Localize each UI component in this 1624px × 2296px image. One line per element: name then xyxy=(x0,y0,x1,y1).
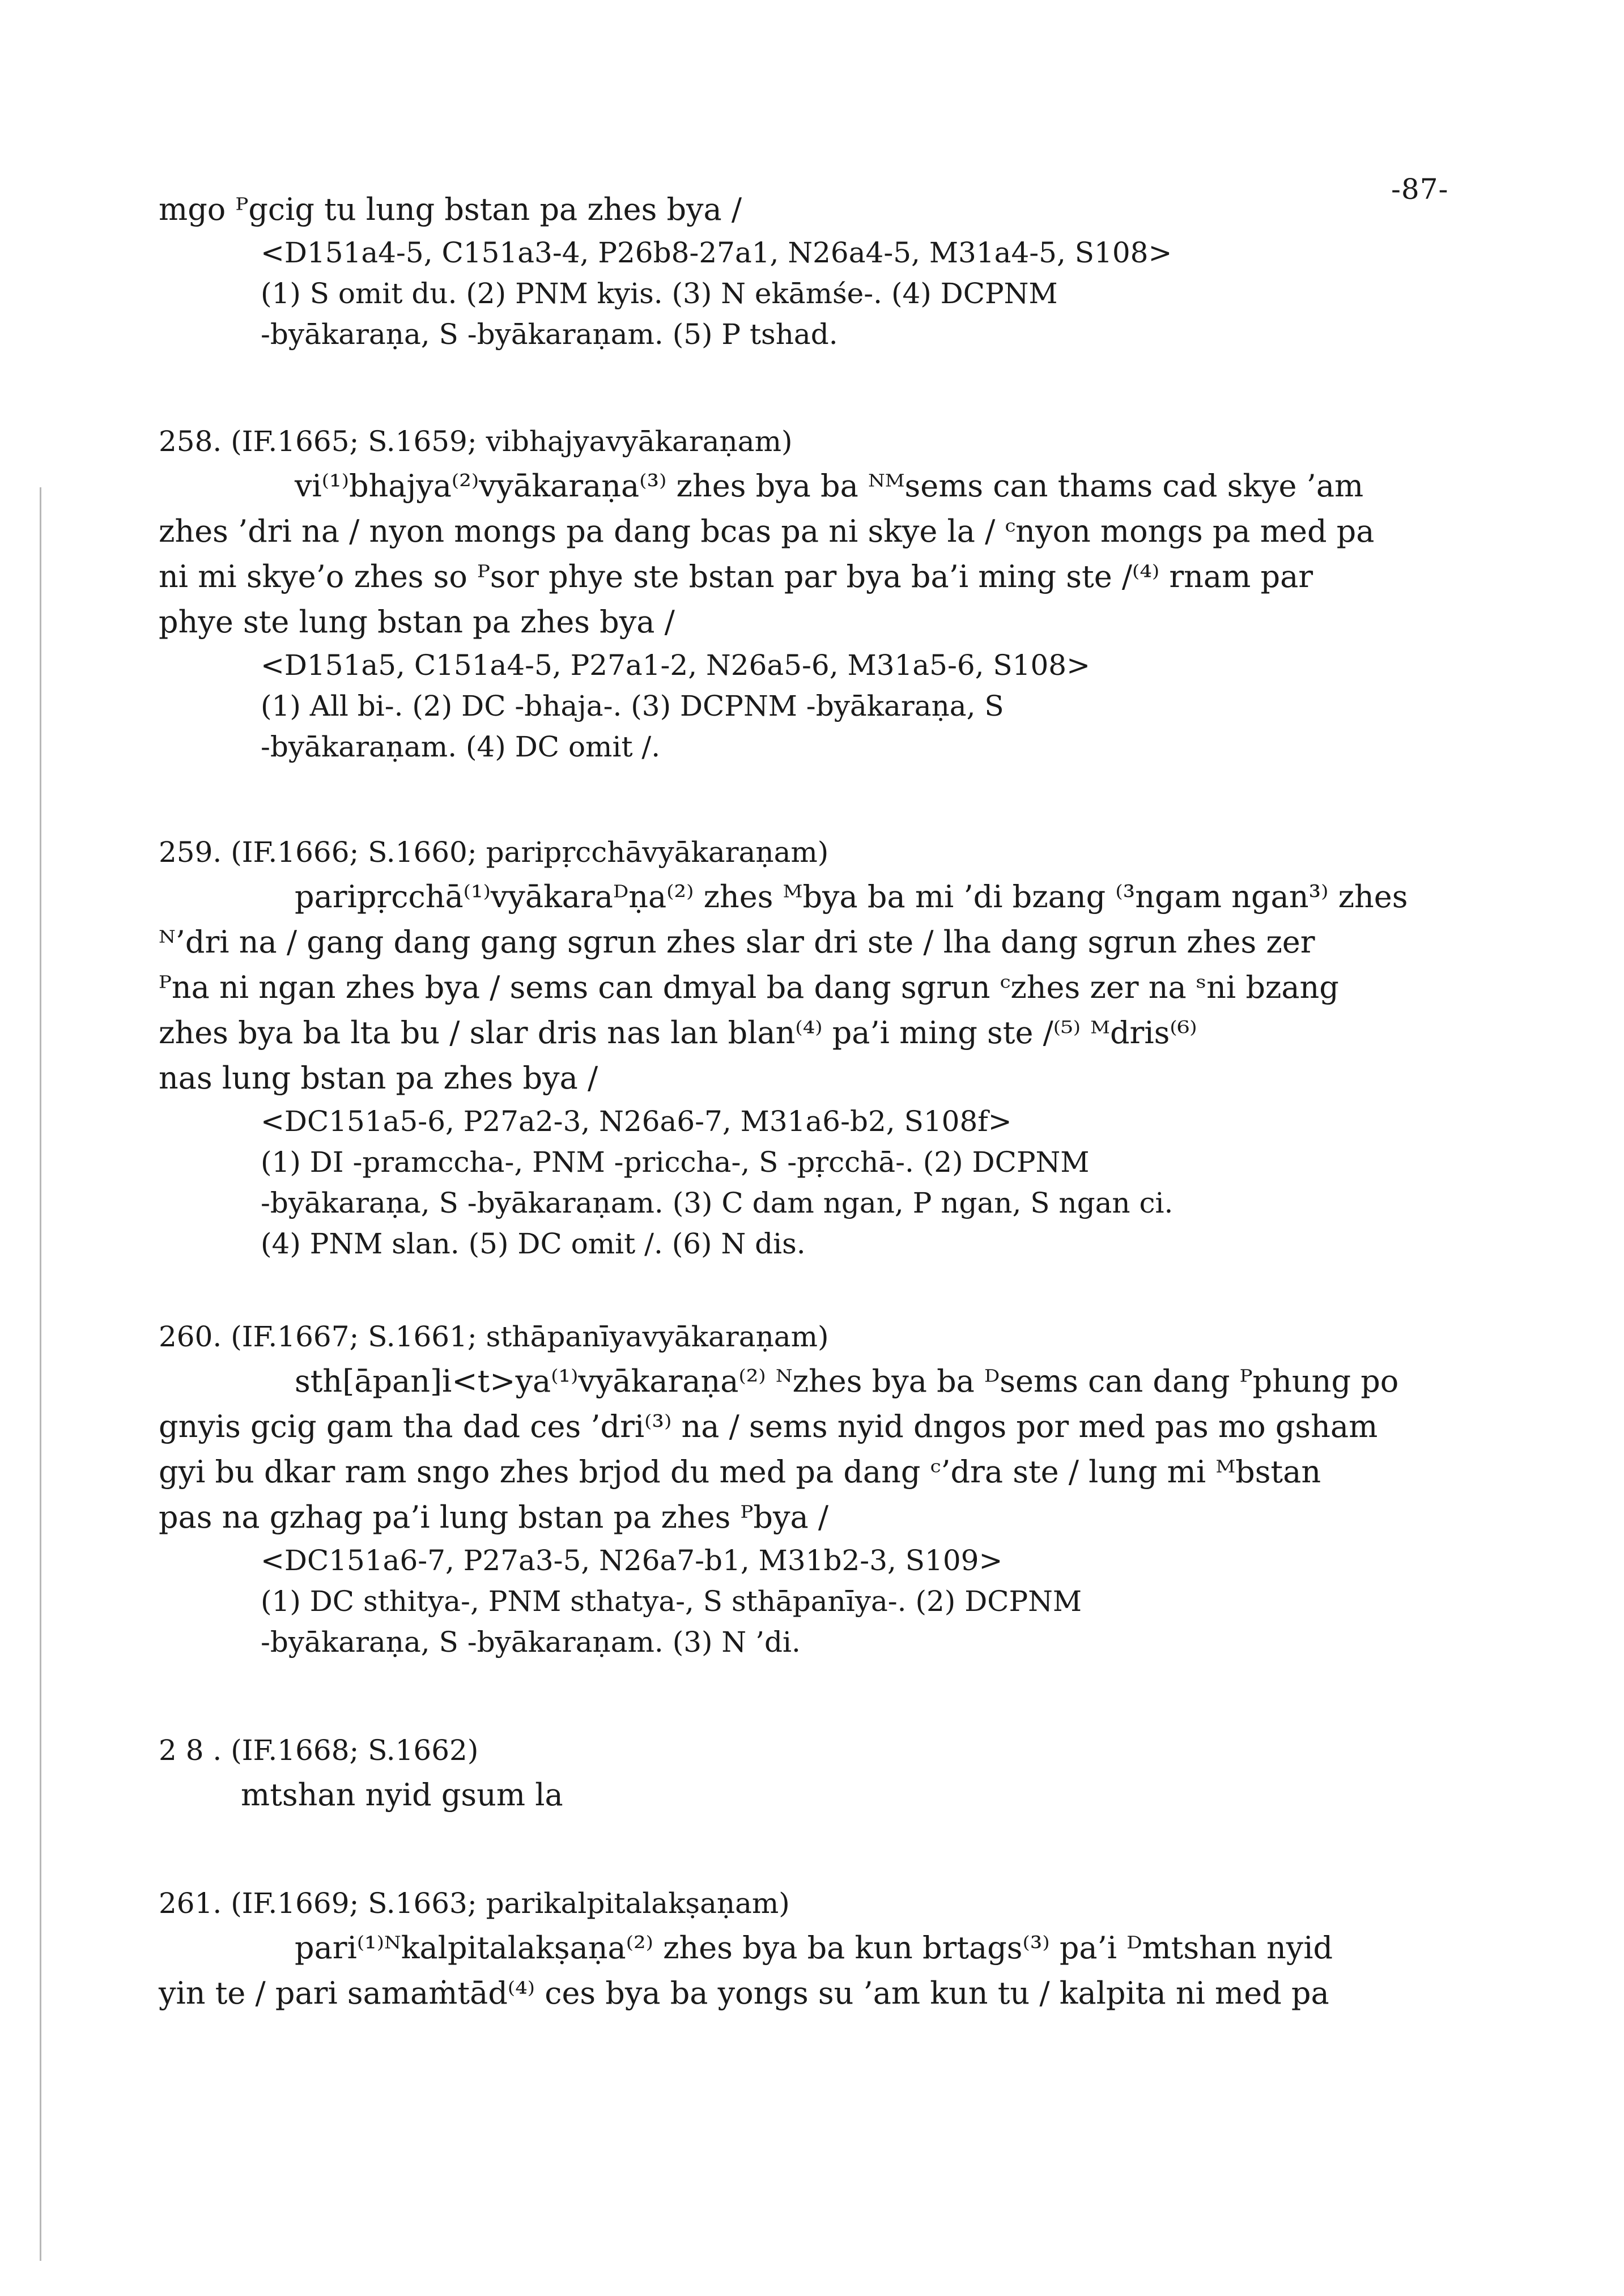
footnote-line: (1) DI -pramccha-, PNM -priccha-, S -pṛcchā-. (2) DCPNM xyxy=(261,1146,1090,1179)
entry-text-line: paripṛcchā⁽¹⁾vyākaraᴰṇa⁽²⁾ zhes ᴹbya ba mi ’di bzang ⁽³ngam ngan³⁾ zhes xyxy=(295,879,1408,915)
page-number: -87- xyxy=(1391,173,1449,206)
entry-header: 260. (IF.1667; S.1661; sthāpanīyavyākaraṇam) xyxy=(159,1320,829,1353)
entry-258 xyxy=(159,419,1485,767)
source-reference: <D151a5, C151a4-5, P27a1-2, N26a5-6, M31a5-6, S108> xyxy=(261,649,1091,682)
source-reference: <DC151a5-6, P27a2-3, N26a6-7, M31a6-b2, S108f> xyxy=(261,1105,1012,1138)
entry-text-line: phye ste lung bstan pa zhes bya / xyxy=(159,604,675,640)
entry-text-line: zhes ’dri na / nyon mongs pa dang bcas pa ni skye la / ᶜnyon mongs pa med pa xyxy=(159,513,1375,549)
footnote-line: (1) S omit du. (2) PNM kyis. (3) N ekāmśe-. (4) DCPNM xyxy=(261,277,1058,310)
footnote-line: (1) All bi-. (2) DC -bhaja-. (3) DCPNM -byākaraṇa, S xyxy=(261,690,1004,722)
footnote-line: (4) PNM slan. (5) DC omit /. (6) N dis. xyxy=(261,1227,806,1260)
footnote-line: -byākaraṇa, S -byākaraṇam. (3) N ’di. xyxy=(261,1626,801,1659)
entry-text-line: ᴺ’dri na / gang dang gang sgrun zhes slar dri ste / lha dang sgrun zhes zer xyxy=(159,924,1315,960)
entry-continuation xyxy=(159,187,1485,355)
entry-text-line: ni mi skye’o zhes so ᴾsor phye ste bstan par bya ba’i ming ste /⁽⁴⁾ rnam par xyxy=(159,559,1313,594)
entry-header: 259. (IF.1666; S.1660; paripṛcchāvyākaraṇam) xyxy=(159,836,829,869)
entry-260 xyxy=(159,1315,1485,1663)
section-header: 2 8 . (IF.1668; S.1662) xyxy=(159,1734,479,1767)
section-28 xyxy=(159,1728,1485,1818)
entry-261 xyxy=(159,1881,1485,2016)
entry-text-line: ᴾna ni ngan zhes bya / sems can dmyal ba dang sgrun ᶜzhes zer na ˢni bzang xyxy=(159,970,1339,1005)
entry-text-line: vi⁽¹⁾bhajya⁽²⁾vyākaraṇa⁽³⁾ zhes bya ba ᴺᴹsems can thams cad skye ’am xyxy=(295,468,1364,504)
footnote-line: (1) DC sthitya-, PNM sthatya-, S sthāpanīya-. (2) DCPNM xyxy=(261,1585,1082,1618)
entry-text-line: sth[āpan]i<t>ya⁽¹⁾vyākaraṇa⁽²⁾ ᴺzhes bya ba ᴰsems can dang ᴾphung po xyxy=(295,1363,1399,1399)
footnote-line: -byākaraṇa, S -byākaraṇam. (5) P tshad. xyxy=(261,318,838,351)
entry-text-line: nas lung bstan pa zhes bya / xyxy=(159,1060,598,1096)
margin-line xyxy=(40,487,41,2261)
entry-259 xyxy=(159,830,1485,1264)
entry-text-line: gnyis gcig gam tha dad ces ’dri⁽³⁾ na / sems nyid dngos por med pas mo gsham xyxy=(159,1409,1378,1444)
footnote-line: -byākaraṇa, S -byākaraṇam. (3) C dam ngan, P ngan, S ngan ci. xyxy=(261,1187,1174,1219)
source-reference: <DC151a6-7, P27a3-5, N26a7-b1, M31b2-3, S109> xyxy=(261,1544,1003,1577)
section-title: mtshan nyid gsum la xyxy=(241,1777,563,1813)
footnote-line: -byākaraṇam. (4) DC omit /. xyxy=(261,730,661,763)
entry-text-line: mgo ᴾgcig tu lung bstan pa zhes bya / xyxy=(159,192,742,227)
entry-text-line: pas na gzhag pa’i lung bstan pa zhes ᴾbya / xyxy=(159,1499,829,1535)
entry-text-line: yin te / pari samaṁtād⁽⁴⁾ ces bya ba yongs su ’am kun tu / kalpita ni med pa xyxy=(159,1975,1329,2011)
entry-header: 261. (IF.1669; S.1663; parikalpitalakṣaṇam) xyxy=(159,1887,790,1920)
entry-text-line: zhes bya ba lta bu / slar dris nas lan blan⁽⁴⁾ pa’i ming ste /⁽⁵⁾ ᴹdris⁽⁶⁾ xyxy=(159,1015,1197,1051)
entry-header: 258. (IF.1665; S.1659; vibhajyavyākaraṇam) xyxy=(159,425,793,458)
source-reference: <D151a4-5, C151a3-4, P26b8-27a1, N26a4-5, M31a4-5, S108> xyxy=(261,236,1172,269)
entry-text-line: gyi bu dkar ram sngo zhes brjod du med pa dang ᶜ’dra ste / lung mi ᴹbstan xyxy=(159,1454,1321,1490)
entry-text-line: pari⁽¹⁾ᴺkalpitalakṣaṇa⁽²⁾ zhes bya ba kun brtags⁽³⁾ pa’i ᴰmtshan nyid xyxy=(295,1930,1333,1966)
